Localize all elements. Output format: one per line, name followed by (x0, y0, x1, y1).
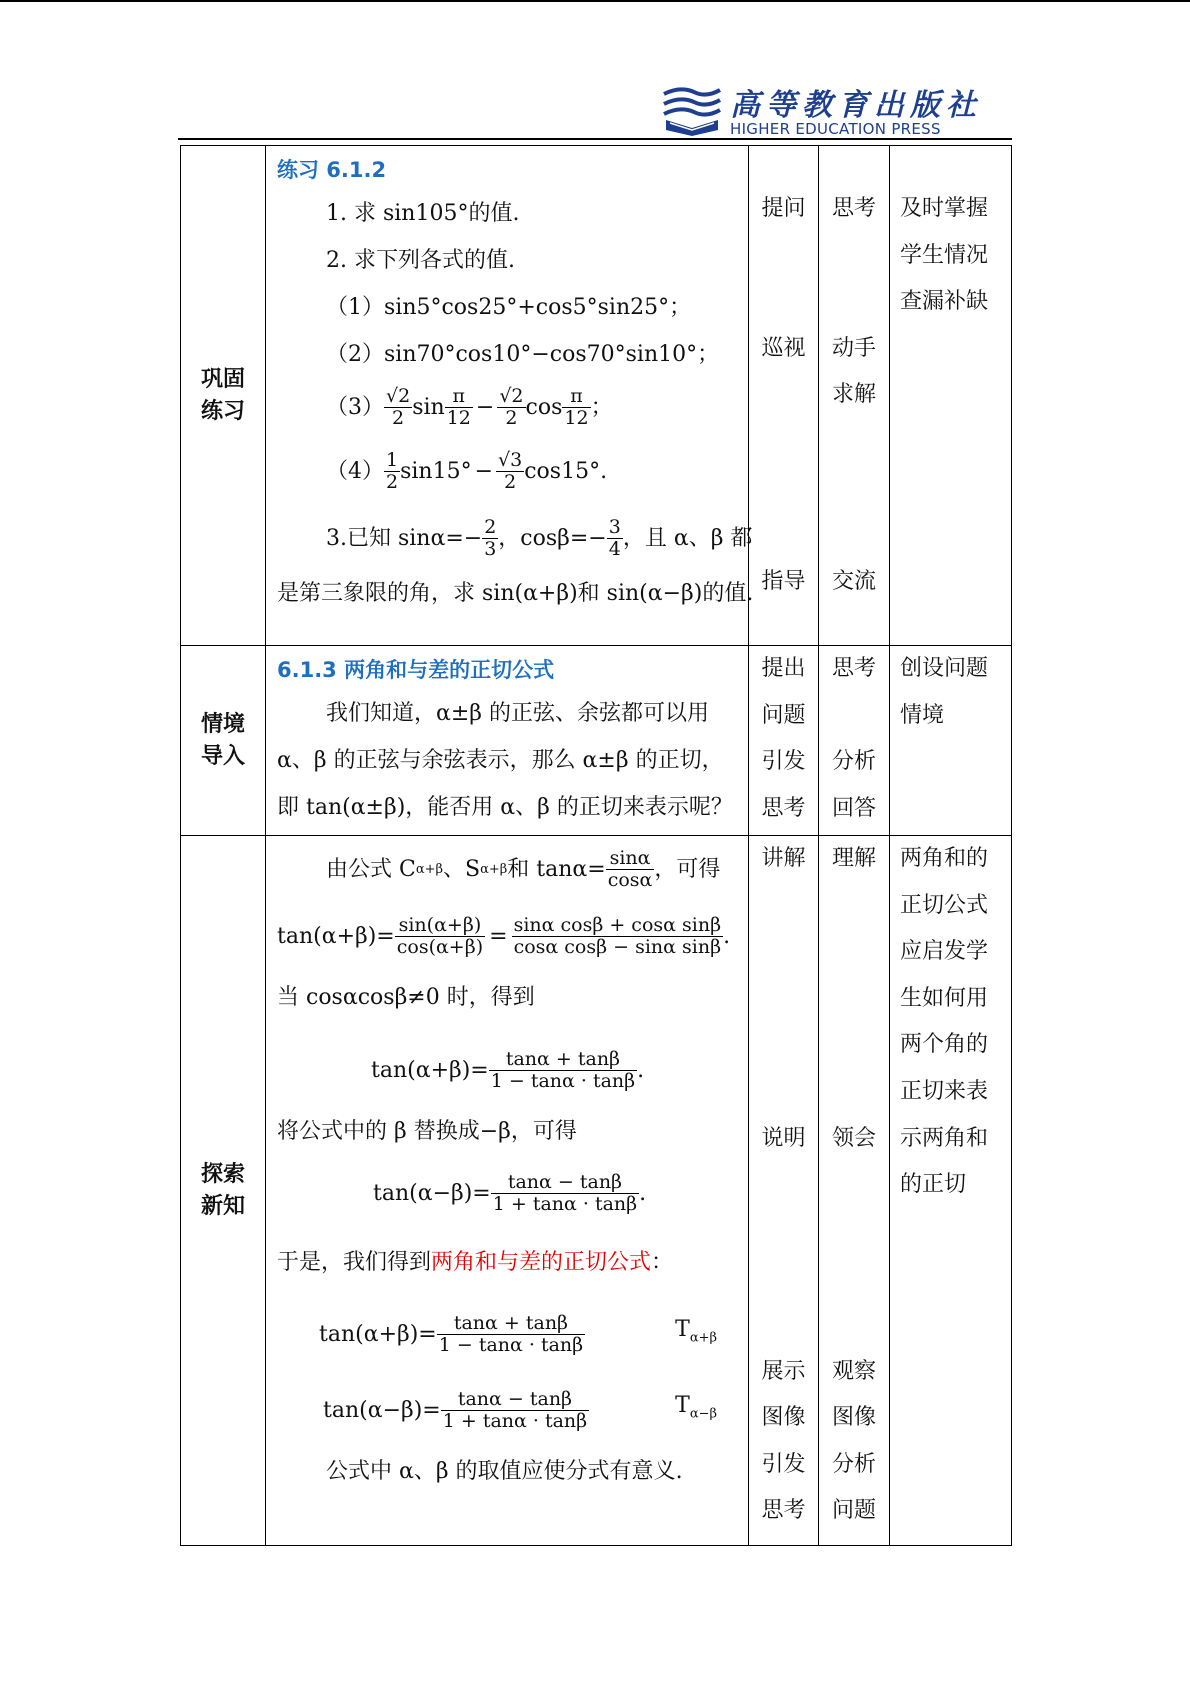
exercise-line: （4） $\frac{1}{2}$ sin15° − $\frac{√3}{2}$ cos15° . (326, 448, 608, 493)
student-text (819, 929, 889, 976)
table-row-practice (181, 146, 1012, 646)
text-line: 当 cosαcosβ≠0 时，得到 (277, 985, 535, 1010)
student-text: 分析 (831, 749, 876, 775)
intent-text: 正切来表 (900, 1078, 989, 1104)
fraction: $\frac{\tan\alpha - \tan\beta}{1 + \tan\alpha \cdot \tan\beta}$ (492, 1170, 638, 1215)
student-text: 动手 (831, 335, 876, 361)
teacher-text (749, 883, 818, 930)
fraction: $\frac{1}{2}$ (386, 448, 399, 493)
text-line: 由公式 C α+β 、S α+β 和 tanα= $\frac{\sin\alpha}{\cos\alpha}$ ，可得 (326, 846, 721, 891)
stage-label: 探索 (200, 1161, 245, 1187)
student-text: 分析 (831, 1451, 876, 1477)
student-text: 求解 (831, 382, 876, 408)
teacher-text (749, 233, 818, 280)
fraction: $\frac{\tan\alpha + \tan\beta}{1 - \tan\alpha \cdot \tan\beta}$ (490, 1047, 636, 1092)
content-cell (266, 646, 749, 836)
teacher-activity-cell (749, 836, 819, 1546)
teacher-text (749, 1302, 818, 1349)
table-row-explore (181, 836, 1012, 1546)
teacher-activity-cell (749, 646, 819, 836)
content-cell (266, 146, 754, 646)
publisher-name-en: HIGHER EDUCATION PRESS (730, 120, 941, 138)
exercise-line: （1）sin5°cos25°+cos5°sin25°； (326, 295, 692, 320)
student-text (819, 693, 889, 740)
student-text: 交流 (831, 568, 876, 594)
intent-text: 示两角和 (900, 1125, 989, 1151)
lesson-plan-table (180, 145, 1012, 1546)
intent-text: 应启发学 (900, 939, 989, 965)
teacher-text: 讲解 (761, 846, 806, 871)
teacher-text (749, 279, 818, 326)
highlight-text: 两角和与差的正切公式 (431, 1250, 652, 1275)
text-line: 公式中 α、β 的取值应使分式有意义. (326, 1459, 683, 1484)
student-text: 观察 (831, 1358, 876, 1384)
design-intent-cell (890, 836, 1012, 1546)
text-line: α、β 的正弦与余弦表示，那么 α±β 的正切， (277, 748, 724, 773)
student-activity-cell (819, 836, 890, 1546)
exercise-line: 是第三象限的角，求 sin(α+β)和 sin(α−β)的值. (277, 581, 754, 606)
teacher-text: 问题 (761, 702, 806, 728)
teacher-text: 思考 (761, 1498, 806, 1524)
text-line: 将公式中的 β 替换成−β，可得 (277, 1119, 577, 1144)
student-text (819, 419, 889, 466)
stage-label: 练习 (200, 398, 245, 424)
student-text (819, 1022, 889, 1069)
formula-line: tan(α+β)= $\frac{\tan\alpha + \tan\beta}{1 - \tan\alpha \cdot \tan\beta}$ $T_{\alpha+\beta}$ (319, 1311, 718, 1356)
top-border (0, 0, 1190, 2)
exercise-line: 1. 求 sin105°的值. (326, 201, 520, 226)
student-text (819, 1162, 889, 1209)
teacher-text (749, 1069, 818, 1116)
equation-line: tan(α−β)= $\frac{\tan\alpha - \tan\beta}{1 + \tan\alpha \cdot \tan\beta}$ . (373, 1170, 647, 1215)
student-text (819, 279, 889, 326)
stage-cell (181, 646, 266, 836)
teacher-text (749, 372, 818, 419)
student-text (819, 1069, 889, 1116)
teacher-text (749, 466, 818, 513)
student-text (819, 466, 889, 513)
fraction: $\frac{\pi}{12}$ (564, 384, 589, 429)
text-line: 即 tan(α±β)，能否用 α、β 的正切来表示呢？ (277, 795, 733, 820)
teacher-text: 引发 (761, 1451, 806, 1477)
student-activity-cell (819, 146, 890, 646)
fraction: $\frac{\tan\alpha - \tan\beta}{1 + \tan\alpha \cdot \tan\beta}$ (442, 1387, 588, 1432)
teacher-text: 提问 (761, 196, 806, 221)
fraction: $\frac{\tan\alpha + \tan\beta}{1 - \tan\alpha \cdot \tan\beta}$ (438, 1311, 584, 1356)
student-text: 领会 (831, 1125, 876, 1151)
teacher-text: 巡视 (761, 335, 806, 361)
formula-line: tan(α−β)= $\frac{\tan\alpha - \tan\beta}{1 + \tan\alpha \cdot \tan\beta}$ $T_{\alpha-\beta}$ (323, 1387, 718, 1432)
intent-text: 学生情况 (900, 242, 989, 268)
intent-text: 创设问题 (900, 656, 989, 681)
page-header (178, 78, 1012, 140)
fraction: $\frac{√3}{2}$ (498, 448, 523, 493)
student-text: 回答 (831, 795, 876, 821)
exercise-line: （2）sin70°cos10°−cos70°sin10°； (326, 342, 720, 367)
student-text: 思考 (831, 656, 876, 681)
teacher-text (749, 419, 818, 466)
teacher-text: 展示 (761, 1358, 806, 1384)
student-text (819, 1209, 889, 1256)
fraction: $\frac{\text{sinα cosβ + cosα sinβ}}{\text{cosα cosβ − sinα sinβ}}$ (513, 913, 722, 958)
book-wave-logo-icon (660, 84, 724, 136)
exercise-line: 2. 求下列各式的值. (326, 248, 515, 273)
intent-text: 两角和的 (900, 846, 989, 871)
teacher-text: 提出 (761, 656, 806, 681)
stage-cell (181, 836, 266, 1546)
teacher-text (749, 929, 818, 976)
table-row-intro (181, 646, 1012, 836)
stage-label: 情境 (200, 711, 245, 737)
student-text (819, 1255, 889, 1302)
intent-text: 及时掌握 (900, 196, 989, 221)
teacher-text (749, 1209, 818, 1256)
teacher-text (749, 1162, 818, 1209)
teacher-text (749, 1022, 818, 1069)
student-activity-cell (819, 646, 890, 836)
teacher-text: 引发 (761, 749, 806, 775)
student-text: 思考 (831, 196, 876, 221)
fraction: $\frac{\sin\alpha}{\cos\alpha}$ (607, 846, 653, 891)
section-heading: 6.1.3 两角和与差的正切公式 (277, 658, 555, 682)
student-text (819, 883, 889, 930)
teacher-activity-cell (749, 146, 819, 646)
stage-cell (181, 146, 266, 646)
content-cell (266, 836, 749, 1546)
teacher-text (749, 512, 818, 559)
student-text: 理解 (831, 846, 876, 871)
student-text (819, 512, 889, 559)
intent-text: 查漏补缺 (900, 289, 989, 315)
publisher-name-cn: 高等教育出版社 (730, 88, 982, 123)
intent-text: 的正切 (900, 1172, 967, 1198)
section-heading: 练习 6.1.2 (277, 158, 387, 182)
stage-label: 导入 (200, 743, 245, 769)
teacher-text (749, 1255, 818, 1302)
equation-line: tan(α+β)= $\frac{\sin(\alpha+\beta)}{\cos(\alpha+\beta)}$ = $\frac{\text{sinα cosβ + cosα sinβ}}{\text{cosα cosβ − sinα sinβ}}$ . (277, 913, 731, 958)
intent-text: 情境 (900, 702, 945, 728)
publisher-logo (660, 82, 990, 140)
fraction: $\frac{√2}{2}$ (386, 384, 411, 429)
student-text (819, 1302, 889, 1349)
design-intent-cell (890, 646, 1012, 836)
design-intent-cell (890, 146, 1012, 646)
stage-label: 巩固 (200, 366, 245, 392)
intent-text: 两个角的 (900, 1032, 989, 1058)
teacher-text: 指导 (761, 568, 806, 594)
exercise-line: 3.已知 sinα=− $\frac{2}{3}$ ，cosβ=− $\frac{3}{4}$ ，且 α、β 都 (326, 515, 753, 560)
fraction: $\frac{\sin(\alpha+\beta)}{\cos(\alpha+\beta)}$ (396, 913, 484, 958)
exercise-line: （3） $\frac{√2}{2}$ sin $\frac{\pi}{12}$ − $\frac{√2}{2}$ cos $\frac{\pi}{12}$ ； (326, 384, 613, 429)
text-line: 我们知道，α±β 的正弦、余弦都可以用 (326, 701, 710, 726)
intent-text: 正切公式 (900, 892, 989, 918)
teacher-text (749, 976, 818, 1023)
fraction: $\frac{2}{3}$ (484, 515, 497, 560)
header-rule (178, 138, 1012, 140)
equation-line: tan(α+β)= $\frac{\tan\alpha + \tan\beta}{1 - \tan\alpha \cdot \tan\beta}$ . (371, 1047, 645, 1092)
intent-text: 生如何用 (900, 985, 989, 1011)
fraction: $\frac{3}{4}$ (608, 515, 621, 560)
stage-label: 新知 (200, 1193, 245, 1219)
fraction: $\frac{\pi}{12}$ (446, 384, 471, 429)
text-line: 于是，我们得到两角和与差的正切公式： (277, 1250, 674, 1275)
fraction: $\frac{√2}{2}$ (499, 384, 524, 429)
student-text: 图像 (831, 1405, 876, 1431)
teacher-text: 说明 (761, 1125, 806, 1151)
teacher-text: 思考 (761, 795, 806, 821)
student-text (819, 233, 889, 280)
student-text (819, 976, 889, 1023)
student-text: 问题 (831, 1498, 876, 1524)
teacher-text: 图像 (761, 1405, 806, 1431)
